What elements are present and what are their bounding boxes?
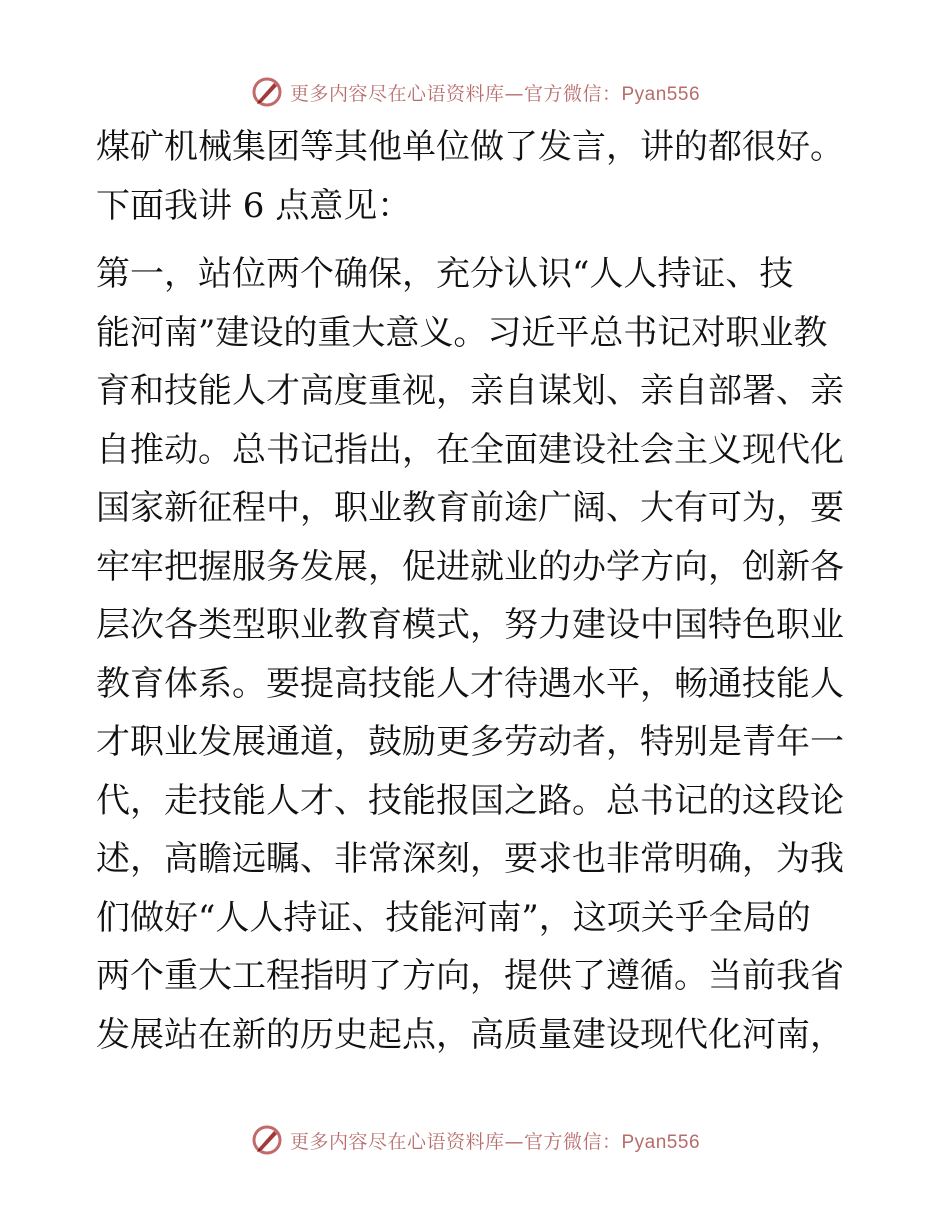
text-line: 述，高瞻远瞩、非常深刻，要求也非常明确，为我	[96, 839, 844, 879]
document-body	[96, 118, 856, 1064]
quill-pen-logo-icon	[250, 1123, 284, 1157]
quill-pen-logo-icon	[250, 75, 284, 109]
text-line: 代，走技能人才、技能报国之路。总书记的这段论	[96, 780, 844, 821]
text-line: 层次各类型职业教育模式，努力建设中国特色职业	[96, 605, 844, 645]
text-line: 国家新征程中，职业教育前途广阔、大有可为，要	[96, 488, 844, 528]
text-line: 两个重大工程指明了方向，提供了遵循。当前我省	[96, 956, 844, 996]
text-line: 育和技能人才高度重视，亲自谋划、亲自部署、亲	[96, 371, 844, 411]
text-line: 能河南”建设的重大意义。习近平总书记对职业教	[96, 312, 828, 353]
watermark-id: Pyan556	[621, 83, 701, 105]
text-line: 才职业发展通道，鼓励更多劳动者，特别是青年一	[96, 722, 844, 762]
watermark-footer	[0, 1120, 950, 1160]
watermark-text: 更多内容尽在心语资料库—官方微信：Pyan556	[289, 1130, 701, 1153]
text-line: 教育体系。要提高技能人才待遇水平，畅通技能人	[96, 663, 844, 704]
watermark-id: Pyan556	[621, 1131, 701, 1153]
paragraph-first-line: 第一，站位两个确保，充分认识“人人持证、技	[96, 254, 794, 294]
text-line: 自推动。总书记指出，在全面建设社会主义现代化	[96, 429, 844, 470]
text-line: 牢牢把握服务发展，促进就业的办学方向，创新各	[96, 546, 844, 587]
text-line: 煤矿机械集团等其他单位做了发言，讲的都很好。	[96, 127, 844, 167]
watermark-header	[0, 72, 950, 112]
text-line: 发展站在新的历史起点，高质量建设现代化河南，	[96, 1014, 844, 1055]
text-line: 下面我讲 6 点意见：	[96, 185, 412, 226]
text-line: 们做好“人人持证、技能河南”，这项关乎全局的	[96, 897, 811, 938]
watermark-text: 更多内容尽在心语资料库—官方微信：Pyan556	[289, 82, 701, 105]
